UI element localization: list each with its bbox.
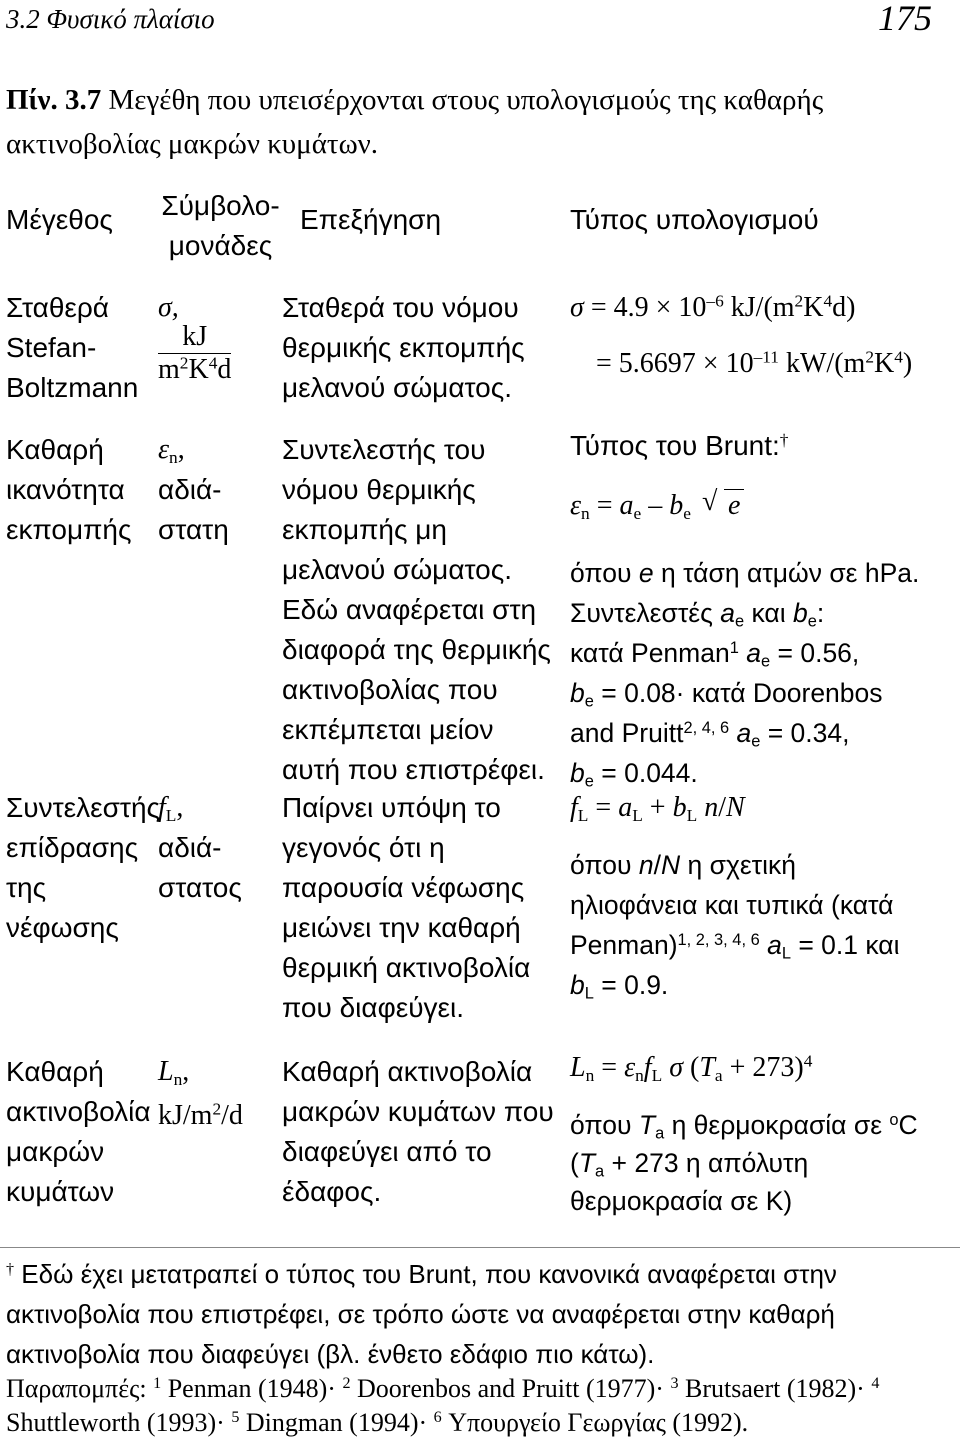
row1-formula-line1: $\sigma = 4.9 \times 10^{-6}$ $kJ/(m^2K^4d)$ bbox=[570, 291, 856, 323]
row2-note3: κατά Penman$^1$ $a_e = 0.56$, $b_e = 0.08\cdot \kappa\alpha\tau ά$ Doorenbos and Pruitt$^{2, 4, 6}$ $a_e = 0.34$, $b_e = 0.044$. bbox=[570, 638, 883, 791]
row1-unit-numerator: kJ bbox=[158, 322, 231, 354]
row4-symbol-cell bbox=[158, 1052, 278, 1136]
header-symbol-line2: μονάδες bbox=[168, 230, 273, 261]
header-formula: Τύπος υπολογισμού bbox=[570, 204, 819, 235]
footnote bbox=[6, 1254, 956, 1374]
row1-formula-line2: = $5.6697 \times 10^{-11}$ $kW/(m^2K^4)$ bbox=[596, 347, 913, 379]
row4-unit: $kJ/m^2/d$ bbox=[158, 1099, 243, 1131]
row2-formula: $\varepsilon_n = a_e - b_e$ √ e bbox=[570, 490, 744, 522]
references: Παραπομπές: $^1$ Penman (1948)· $^2$ Doorenbos and Pruitt (1977)· $^3$ Brutsaert (1982)· $^4$ Shuttleworth (1993)· $^5$ Dingman (1994)· $^6$ Υπουργείο Γεωργίας (1992). bbox=[6, 1374, 880, 1437]
reference-6: Υπουργείο Γεωργίας (1992). bbox=[448, 1408, 749, 1437]
row1-symbol: σ, bbox=[158, 292, 179, 323]
row4-explanation: Καθαρή ακτινοβολία μακρών κυμάτων που διαφεύγει από το έδαφος. bbox=[282, 1056, 554, 1207]
reference-5: Dingman (1994) bbox=[245, 1408, 419, 1437]
row3-symbol: $f_L$, bbox=[158, 792, 184, 825]
row2-formula-title: Τύπος του Brunt:† bbox=[570, 430, 789, 461]
footnote-rule bbox=[0, 1247, 960, 1248]
row3-symbol-cell bbox=[158, 788, 278, 908]
footnote-text: Εδώ έχει μετατραπεί ο τύπος του Brunt, που κανονικά αναφέρεται στην ακτινοβολία που επιστρέφει, σε τρόπο ώστε να αναφέρεται στην καθαρή ακτινοβολία που διαφεύγει (βλ. ένθετο εδάφιο πιο κάτω). bbox=[6, 1259, 837, 1369]
footnote-mark: † bbox=[6, 1261, 15, 1279]
row3-formula: $f_L = a_L + b_L$ n/N bbox=[570, 792, 745, 825]
row4-quantity: Καθαρή ακτινοβολία μακρών κυμάτων bbox=[6, 1056, 151, 1207]
page-number: 175 bbox=[878, 0, 932, 38]
row2-formula-notes bbox=[570, 553, 955, 793]
row1-symbol-cell bbox=[158, 288, 278, 386]
row4-formula: $L_n = \varepsilon_nf_L$ σ $(T_a + 273)^4$ bbox=[570, 1051, 813, 1085]
running-head: 3.2 Φυσικό πλαίσιο bbox=[6, 4, 215, 34]
row2-symbol: $\varepsilon_n$, bbox=[158, 434, 185, 467]
caption-text: Μεγέθη που υπεισέρχονται στους υπολογισμούς της καθαρής ακτινοβολίας μακρών κυμάτων. bbox=[6, 84, 824, 160]
row4-formula-note: όπου $T_a$ η θερμοκρασία σε $^o$C ($T_a + 273$ η απόλυτη θερμοκρασία σε K) bbox=[570, 1110, 918, 1216]
row2-note2: Συντελεστές $a_e$ και $b_e$: bbox=[570, 598, 825, 631]
sqrt-sign: √ e bbox=[702, 490, 744, 522]
row1-unit-denominator: $m^2K^4d$ bbox=[158, 353, 232, 385]
row3-unit: αδιά- στατος bbox=[158, 832, 242, 903]
reference-2: Doorenbos and Pruitt (1977) bbox=[357, 1374, 656, 1403]
row1-quantity: Σταθερά Stefan-Boltzmann bbox=[6, 292, 139, 403]
header-explanation: Επεξήγηση bbox=[300, 204, 442, 235]
row3-formula-note: όπου n/N η σχετική ηλιοφάνεια και τυπικά (κατά Penman)$^{1, 2, 3, 4, 6}$ $a_L = 0.1$ και $b_L = 0.9$. bbox=[570, 850, 900, 1003]
reference-4: Shuttleworth (1993) bbox=[6, 1408, 217, 1437]
row3-explanation: Παίρνει υπόψη το γεγονός ότι η παρουσία νέφωσης μειώνει την καθαρή θερμική ακτινοβολία που διαφεύγει. bbox=[282, 792, 531, 1023]
row2-quantity: Καθαρή ικανότητα εκπομπής bbox=[6, 434, 132, 545]
reference-1: Penman (1948) bbox=[167, 1374, 328, 1403]
row2-symbol-cell bbox=[158, 430, 278, 550]
row2-note1: όπου e η τάση ατμών σε hPa. bbox=[570, 558, 920, 588]
row1-unit-fraction bbox=[158, 322, 231, 386]
references-label: Παραπομπές: bbox=[6, 1374, 147, 1403]
reference-3: Brutsaert (1982) bbox=[685, 1374, 857, 1403]
header-symbol bbox=[158, 186, 283, 266]
row4-symbol: $L_n$, bbox=[158, 1056, 190, 1089]
row2-unit: αδιά- στατη bbox=[158, 474, 229, 545]
header-symbol-line1: Σύμβολο- bbox=[161, 190, 280, 221]
header-quantity: Μέγεθος bbox=[6, 204, 113, 235]
row3-quantity: Συντελεστής επίδρασης της νέφωσης bbox=[6, 792, 161, 943]
table-caption bbox=[6, 78, 956, 166]
row2-explanation: Συντελεστής του νόμου θερμικής εκπομπής μη μελανού σώματος. Εδώ αναφέρεται στη διαφορά της θερμικής ακτινοβολίας που εκπέμπεται μείον αυτή που επιστρέφει. bbox=[282, 434, 551, 785]
row1-explanation: Σταθερά του νόμου θερμικής εκπομπής μελανού σώματος. bbox=[282, 292, 525, 403]
caption-label: Πίν. 3.7 bbox=[6, 84, 102, 116]
